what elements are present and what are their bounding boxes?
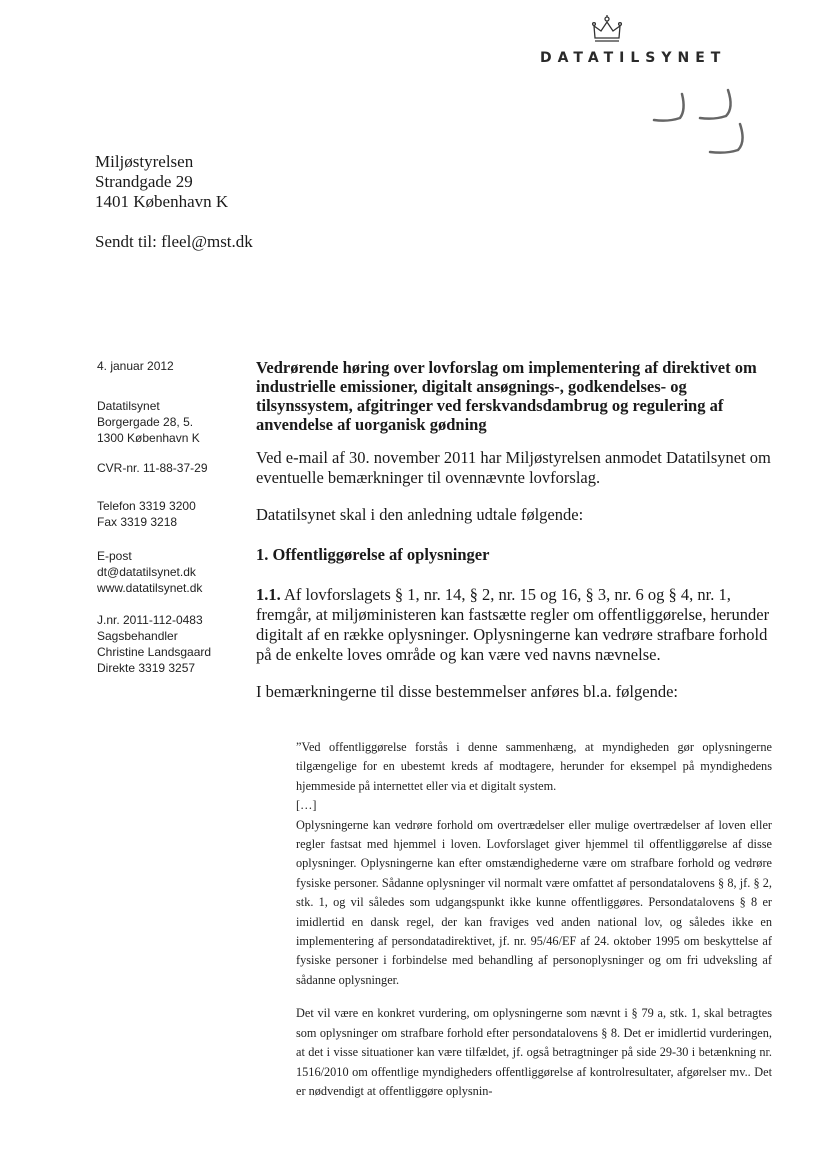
- recipient-city: 1401 København K: [95, 192, 229, 211]
- paragraph-1-1: [256, 585, 786, 665]
- letter-body: [256, 358, 786, 719]
- sender-org: Datatilsynet: [97, 399, 160, 413]
- quote-paragraph-3: Det vil være en konkret vurdering, om oplysningerne som nævnt i § 79 a, stk. 1, skal betragtes som oplysninger om strafbare forhold efter persondatalovens § 8. Det er imidlertid vurderingen, at det i visse situationer kan være tilfældet, jf. også betragtninger på side 29-30 i betænkning nr. 1516/2010 om offentlige myndigheders offentliggørelse af kontrolresultater, afgørelser mv.. Det er nødvendigt at offentliggøre oplysnin-: [296, 1006, 772, 1098]
- sender-cvr: CVR-nr. 11-88-37-29: [97, 461, 208, 475]
- recipient-address: [95, 152, 228, 212]
- handler-label: Sagsbehandler: [97, 629, 178, 643]
- handwritten-marks: [640, 82, 760, 162]
- sent-to-line: Sendt til: fleel@mst.dk: [95, 232, 253, 251]
- sender-sidebar: [97, 358, 237, 690]
- section-heading: 1. Offentliggørelse af oplysninger: [256, 545, 490, 564]
- paragraph-number: 1.1.: [256, 585, 281, 604]
- letter-subject: Vedrørende høring over lovforslag om implementering af direktivet om industrielle emissioner, digitalt ansøgnings-, godkendelses- og tilsynssystem, afgitringer ved ferskvandsdambrug og regulering af anvendelse af uorganisk gødning: [256, 358, 757, 434]
- sender-email: dt@datatilsynet.dk: [97, 565, 196, 579]
- email-label: E-post: [97, 549, 132, 563]
- handler-name: Christine Landsgaard: [97, 645, 212, 659]
- sender-phone: Telefon 3319 3200: [97, 499, 196, 513]
- sender-website: www.datatilsynet.dk: [97, 581, 203, 595]
- paragraph-intro: Ved e-mail af 30. november 2011 har Miljøstyrelsen anmodet Datatilsynet om eventuelle bemærkninger til ovennævnte lovforslag.: [256, 448, 771, 487]
- recipient-name: Miljøstyrelsen: [95, 152, 194, 171]
- paragraph-1-1-text: Af lovforslagets § 1, nr. 14, § 2, nr. 15 og 16, § 3, nr. 6 og § 4, nr. 1, fremgår, at miljøministeren kan fastsætte regler om offentliggørelse, herunder digitalt af en række oplysninger. Oplysningerne kan vedrøre strafbare forhold på de enkelte loves område og kan være ved navns nævnelse.: [256, 585, 770, 664]
- logo-wordmark: DATATILSYNET: [540, 50, 727, 66]
- letter-date: 4. januar 2012: [97, 359, 174, 373]
- sender-street: Borgergade 28, 5.: [97, 415, 194, 429]
- paragraph-quote-intro: I bemærkningerne til disse bestemmelser anføres bl.a. følgende:: [256, 682, 678, 701]
- crown-icon: [590, 14, 624, 44]
- paragraph-statement: Datatilsynet skal i den anledning udtale følgende:: [256, 505, 584, 524]
- quote-paragraph-1: ”Ved offentliggørelse forstås i denne sammenhæng, at myndigheden gør oplysningerne tilgængelige for en ubestemt kreds af modtagere, herunder for eksempel på myndighedens hjemmeside på internettet eller via et digitalt system.: [296, 740, 772, 793]
- quote-ellipsis: […]: [296, 798, 317, 813]
- handler-direct-phone: Direkte 3319 3257: [97, 661, 196, 675]
- journal-number: J.nr. 2011-112-0483: [97, 613, 203, 627]
- quote-paragraph-2: Oplysningerne kan vedrøre forhold om overtrædelser eller mulige overtrædelser af loven eller regler fastsat med hjemmel i loven. Lovforslaget giver hjemmel til offentliggørelse af disse oplysninger. Oplysningerne kan efter omstændighederne være om strafbare forhold og vedrøre fysiske personer. Sådanne oplysninger vil normalt være omfattet af persondatalovens § 8, jf. § 2, stk. 1, og vil således som udgangspunkt ikke kunne offentliggøres. Persondatalovens § 8 er imidlertid en dansk regel, der kan fraviges ved anden national lov, og således ikke en implementering af persondatadirektivet, jf. nr. 95/46/EF af 24. oktober 1995 om beskyttelse af fysiske personer i forbindelse med behandling af personoplysninger og om fri udveksling af sådanne oplysninger.: [296, 817, 772, 987]
- sender-city: 1300 København K: [97, 431, 200, 445]
- sender-fax: Fax 3319 3218: [97, 515, 178, 529]
- recipient-street: Strandgade 29: [95, 172, 193, 191]
- quoted-remarks: [296, 738, 772, 1112]
